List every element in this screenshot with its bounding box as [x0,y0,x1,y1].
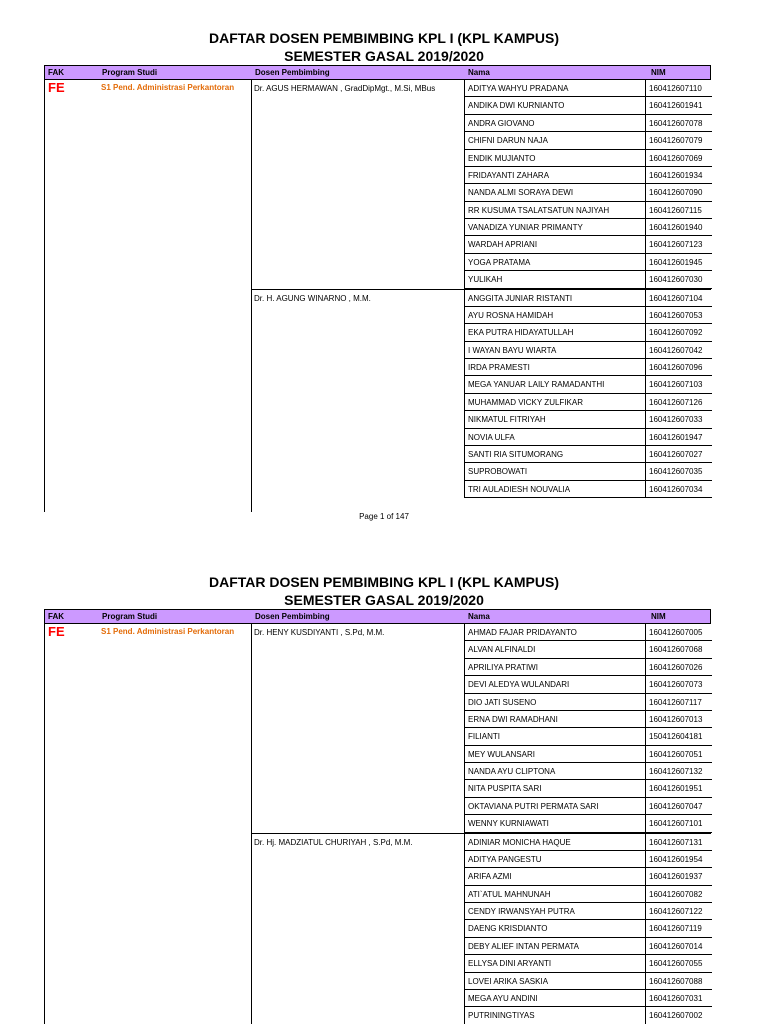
student-nim: 160412607104 [645,290,709,306]
table-row [465,1007,712,1024]
advisor-table [44,65,711,494]
student-list [464,834,712,1024]
student-nim: 150412604181 [645,728,709,744]
table-row [465,236,712,253]
student-name: ENDIK MUJIANTO [468,153,536,163]
student-nim: 160412607088 [645,973,709,989]
student-nim: 160412607103 [645,376,709,392]
page-title: DAFTAR DOSEN PEMBIMBING KPL I (KPL KAMPUS) [208,574,559,590]
table-row [465,290,712,307]
student-nim: 160412607119 [645,920,709,936]
student-nim: 160412607079 [645,132,709,148]
table-row [465,886,712,903]
student-list [464,80,712,289]
student-name: DAENG KRISDIANTO [468,924,548,934]
page-title: DAFTAR DOSEN PEMBIMBING KPL I (KPL KAMPUS) [208,30,559,46]
table-row [465,376,712,393]
advisor-name: Dr. Hj. MADZIATUL CHURIYAH , S.Pd, M.M. [254,837,413,847]
student-name: PUTRININGTIYAS [468,1011,535,1021]
student-name: NANDA AYU CLIPTONA [468,767,556,776]
table-row [465,694,712,711]
student-nim: 160412607078 [645,115,709,131]
header-fak: FAK [48,612,64,621]
student-nim: 160412607027 [645,446,709,462]
table-row [465,150,712,167]
table-row [465,973,712,990]
student-name: MEGA YANUAR LAILY RAMADANTHI [468,380,605,390]
student-nim: 160412607047 [645,798,709,814]
student-name: CHIFNI DARUN NAJA [468,136,549,146]
table-row [465,990,712,1007]
student-name: APRILIYA PRATIWI [468,662,538,672]
student-nim: 160412601937 [645,868,709,884]
table-row [465,780,712,797]
student-nim: 160412607013 [645,711,709,727]
table-row [465,446,712,463]
table-row [465,167,712,184]
student-name: SANTI RIA SITUMORANG [468,449,564,459]
student-nim: 160412607115 [645,202,709,218]
student-nim: 160412607069 [645,150,709,166]
table-row [465,815,712,832]
program-studi-name: S1 Pend. Administrasi Perkantoran [101,627,235,636]
table-row [465,411,712,428]
page-footer: Page 1 of 147 [359,512,409,521]
table-row [465,834,712,851]
student-name: WARDAH APRIANI [468,240,538,250]
student-nim: 160412607051 [645,746,709,762]
table-row [465,711,712,728]
student-nim: 160412607117 [645,694,709,710]
program-studi-name: S1 Pend. Administrasi Perkantoran [101,83,235,92]
header-fak: FAK [48,68,64,77]
student-nim: 160412607073 [645,676,709,692]
student-nim: 160412607005 [645,624,709,640]
student-nim: 160412607014 [645,938,709,954]
table-row [465,342,712,359]
student-nim: 160412601934 [645,167,709,183]
header-nim: NIM [651,612,666,621]
student-name: NITA PUSPITA SARI [468,784,542,794]
student-nim: 160412607122 [645,903,709,919]
table-row [465,429,712,446]
table-header-row [44,609,711,624]
advisor-table [44,609,711,1021]
student-nim: 160412601951 [645,780,709,796]
student-nim: 160412607101 [645,815,709,831]
table-row [465,359,712,376]
student-name: YULIKAH [468,275,503,285]
table-row [465,184,712,201]
table-row [465,271,712,288]
student-name: MUHAMMAD VICKY ZULFIKAR [468,397,583,407]
student-nim: 160412607033 [645,411,709,427]
table-row [465,903,712,920]
header-nim: NIM [651,68,666,77]
faculty-code: FE [48,80,65,95]
table-row [465,641,712,658]
student-name: ATI`ATUL MAHNUNAH [468,889,551,899]
table-row [465,324,712,341]
student-name: SUPROBOWATI [468,467,528,477]
student-name: EKA PUTRA HIDAYATULLAH [468,328,574,338]
document-page-2 [0,544,768,1024]
table-row [465,624,712,641]
student-name: DEVI ALEDYA WULANDARI [468,680,570,690]
table-row [465,746,712,763]
student-name: NOVIA ULFA [468,432,515,442]
page-subtitle: SEMESTER GASAL 2019/2020 [284,48,484,64]
student-nim: 160412607110 [645,80,709,96]
student-nim: 160412607082 [645,886,709,902]
student-name: DEBY ALIEF INTAN PERMATA [468,941,579,951]
student-nim: 160412607035 [645,463,709,479]
table-row [465,481,712,498]
student-nim: 160412607053 [645,307,709,323]
advisor-group [251,833,711,1024]
table-row [465,219,712,236]
student-name: FILIANTI [468,732,501,742]
student-list [464,290,712,499]
table-row [465,728,712,745]
student-name: MEGA AYU ANDINI [468,993,538,1003]
student-nim: 160412607042 [645,342,709,358]
header-program-studi: Program Studi [102,68,158,77]
student-nim: 160412607031 [645,990,709,1006]
student-nim: 160412607132 [645,763,709,779]
student-name: ANGGITA JUNIAR RISTANTI [468,293,573,303]
header-dosen-pembimbing: Dosen Pembimbing [255,612,330,621]
student-name: ADINIAR MONICHA HAQUE [468,837,571,847]
table-row [465,659,712,676]
student-name: NIKMATUL FITRIYAH [468,415,546,425]
student-name: MEY WULANSARI [468,749,535,759]
advisor-group [251,624,711,833]
table-row [465,763,712,780]
table-row [465,798,712,815]
table-row [465,80,712,97]
student-nim: 160412607092 [645,324,709,340]
table-row [465,254,712,271]
header-program-studi: Program Studi [102,612,158,621]
table-row [465,868,712,885]
student-nim: 160412607026 [645,659,709,675]
student-nim: 160412607090 [645,184,709,200]
student-nim: 160412601954 [645,851,709,867]
table-row [465,955,712,972]
student-name: NANDA ALMI SORAYA DEWI [468,188,574,198]
page-subtitle: SEMESTER GASAL 2019/2020 [284,592,484,608]
table-header-row [44,65,711,80]
student-name: FRIDAYANTI ZAHARA [468,170,550,180]
table-row [465,851,712,868]
student-name: TRI AULADIESH NOUVALIA [468,484,571,494]
table-row [465,115,712,132]
student-nim: 160412601945 [645,254,709,270]
student-name: I WAYAN BAYU WIARTA [468,345,557,355]
student-nim: 160412607096 [645,359,709,375]
student-name: ADITYA PANGESTU [468,854,542,864]
table-row [465,202,712,219]
student-nim: 160412607030 [645,271,709,287]
student-nim: 160412607055 [645,955,709,971]
header-nama: Nama [468,68,490,77]
student-name: ELLYSA DINI ARYANTI [468,959,552,969]
student-nim: 160412607068 [645,641,709,657]
student-name: LOVEI ARIKA SASKIA [468,976,549,986]
student-name: VANADIZA YUNIAR PRIMANTY [468,223,583,232]
student-name: ERNA DWI RAMADHANI [468,714,558,724]
table-row [465,938,712,955]
table-row [465,132,712,149]
student-list [464,624,712,833]
student-name: RR KUSUMA TSALATSATUN NAJIYAH [468,205,610,215]
student-name: YOGA PRATAMA [468,257,531,267]
student-name: IRDA PRAMESTI [468,363,530,373]
student-name: ADITYA WAHYU PRADANA [468,84,569,93]
table-row [465,676,712,693]
student-nim: 160412601947 [645,429,709,445]
student-name: AHMAD FAJAR PRIDAYANTO [468,628,577,637]
student-name: ANDRA GIOVANO [468,118,535,128]
student-nim: 160412607126 [645,394,709,410]
table-row [465,307,712,324]
student-nim: 160412607034 [645,481,709,497]
table-row [465,394,712,411]
table-row [465,920,712,937]
header-nama: Nama [468,612,490,621]
table-row [465,97,712,114]
faculty-code: FE [48,624,65,639]
student-name: WENNY KURNIAWATI [468,819,549,829]
student-name: DIO JATI SUSENO [468,697,537,707]
student-name: OKTAVIANA PUTRI PERMATA SARI [468,801,599,811]
student-name: ALVAN ALFINALDI [468,645,536,655]
student-name: CENDY IRWANSYAH PUTRA [468,907,575,917]
advisor-name: Dr. AGUS HERMAWAN , GradDipMgt., M.Si, MBus [254,84,436,93]
student-nim: 160412607002 [645,1007,709,1023]
advisor-group [251,80,711,289]
student-name: ANDIKA DWI KURNIANTO [468,101,565,111]
advisor-group [251,289,711,499]
student-nim: 160412601941 [645,97,709,113]
student-nim: 160412607131 [645,834,709,850]
student-nim: 160412601940 [645,219,709,235]
student-name: AYU ROSNA HAMIDAH [468,310,554,320]
header-dosen-pembimbing: Dosen Pembimbing [255,68,330,77]
advisor-name: Dr. H. AGUNG WINARNO , M.M. [254,293,371,303]
student-name: ARIFA AZMI [468,872,512,882]
table-row [465,463,712,480]
advisor-name: Dr. HENY KUSDIYANTI , S.Pd, M.M. [254,628,385,637]
student-nim: 160412607123 [645,236,709,252]
